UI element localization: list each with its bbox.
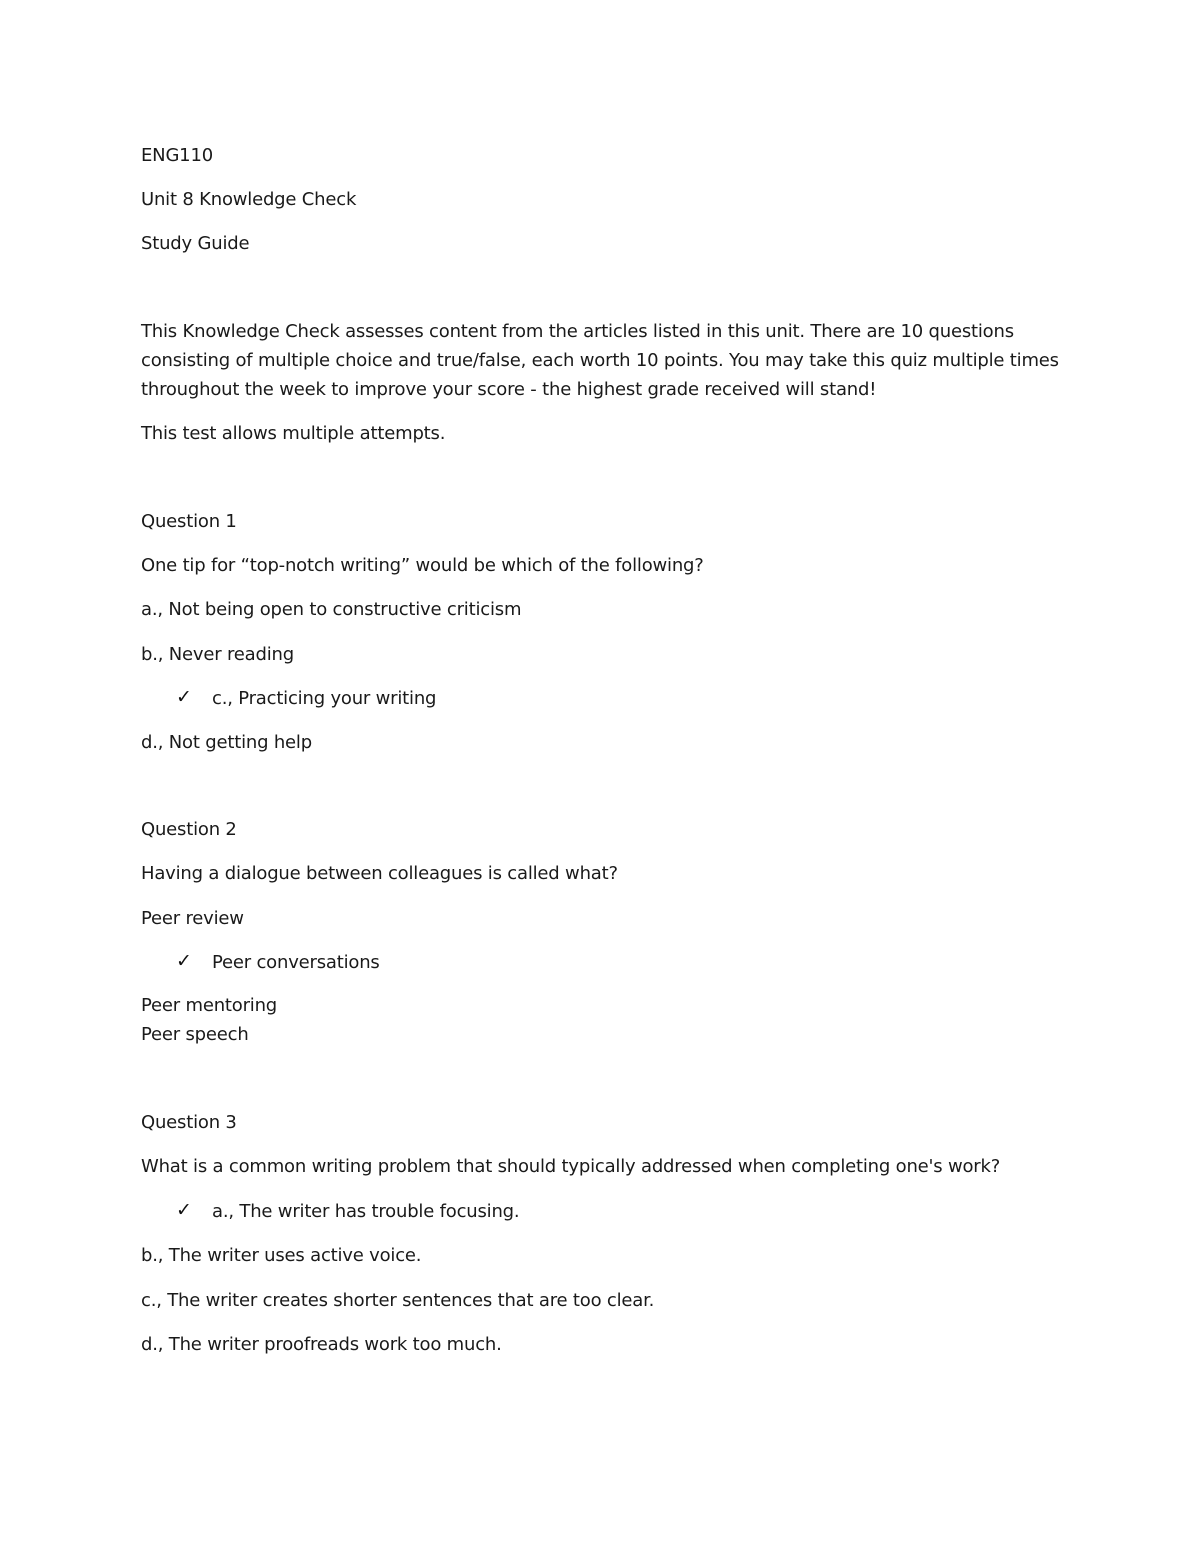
correct-answer-option: Peer conversations (212, 952, 380, 973)
answer-option: a., Not being open to constructive criticism (141, 599, 522, 620)
answer-option: Peer speech (141, 1024, 249, 1045)
check-icon: ✓ (176, 950, 192, 972)
answer-option: Peer review (141, 908, 244, 929)
answer-option: Peer mentoring (141, 995, 278, 1016)
answer-option: c., The writer creates shorter sentences that are too clear. (141, 1290, 655, 1311)
question-heading: Question 2 (141, 819, 237, 840)
answer-option: d., Not getting help (141, 732, 312, 753)
check-icon: ✓ (176, 1199, 192, 1221)
course-code: ENG110 (141, 145, 213, 166)
check-icon: ✓ (176, 686, 192, 708)
question-prompt: Having a dialogue between colleagues is called what? (141, 863, 618, 884)
unit-title: Unit 8 Knowledge Check (141, 189, 357, 210)
question-prompt: What is a common writing problem that should typically addressed when completing one's work? (141, 1156, 1001, 1177)
correct-answer-option: c., Practicing your writing (212, 688, 437, 709)
guide-title: Study Guide (141, 233, 250, 254)
question-heading: Question 1 (141, 511, 237, 532)
attempts-note: This test allows multiple attempts. (141, 423, 446, 444)
question-prompt: One tip for “top-notch writing” would be which of the following? (141, 555, 704, 576)
intro-description: This Knowledge Check assesses content from the articles listed in this unit. There are 10 questions consisting of multiple choice and true/false, each worth 10 points. You may take this quiz multiple times throughout the week to improve your score - the highest grade received will stand! (141, 321, 1059, 400)
answer-option: d., The writer proofreads work too much. (141, 1334, 502, 1355)
answer-option: b., Never reading (141, 644, 294, 665)
correct-answer-option: a., The writer has trouble focusing. (212, 1201, 520, 1222)
answer-option: b., The writer uses active voice. (141, 1245, 422, 1266)
question-heading: Question 3 (141, 1112, 237, 1133)
